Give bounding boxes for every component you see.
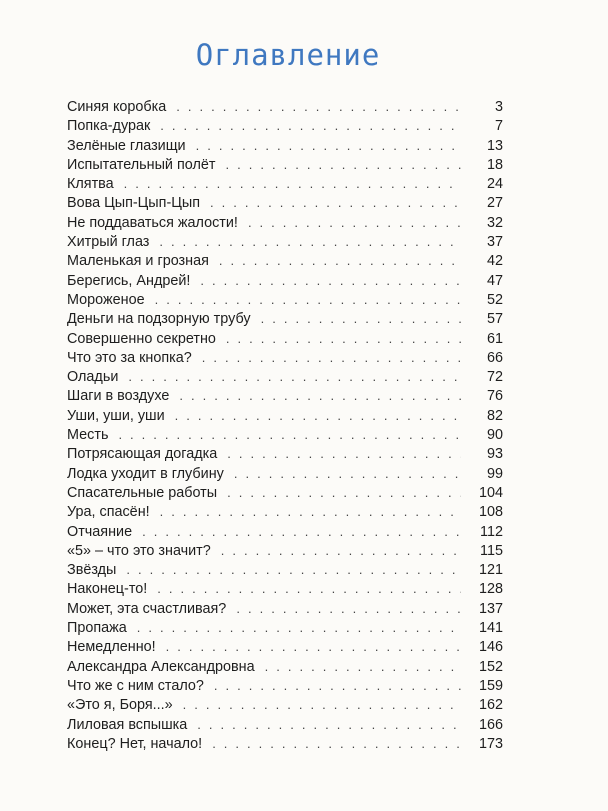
toc-entry [67, 136, 503, 155]
dot-leader [221, 155, 461, 174]
toc-entry-page-number: 18 [486, 156, 503, 173]
toc-entry-page-number: 66 [486, 349, 503, 366]
toc-entry-page-number: 42 [486, 253, 503, 270]
toc-entry-page-number: 137 [478, 600, 503, 617]
toc-entry-title: «5» – что это значит? [67, 542, 211, 559]
dot-leader [155, 232, 461, 251]
toc-entry [67, 541, 503, 560]
toc-entry-title: Может, эта счастливая? [67, 600, 227, 617]
toc-entry [67, 734, 503, 753]
toc-entry-page-number: 27 [486, 195, 503, 212]
toc-entry-title: Лиловая вспышка [67, 716, 188, 733]
toc-entry [67, 193, 503, 212]
dot-leader [122, 560, 461, 579]
toc-entry [67, 464, 503, 483]
dot-leader [244, 213, 461, 232]
toc-entry-title: Совершенно секретно [67, 330, 216, 347]
toc-entry-page-number: 152 [478, 658, 503, 675]
toc-entry [67, 657, 503, 676]
dot-leader [196, 271, 461, 290]
toc-entry-page-number: 61 [486, 330, 503, 347]
toc-entry [67, 116, 503, 135]
toc-entry-page-number: 121 [478, 562, 503, 579]
toc-entry-title: Зелёные глазищи [67, 137, 186, 154]
toc-entry-title: Лодка уходит в глубину [67, 465, 224, 482]
toc-entry-title: Попка-дурак [67, 118, 151, 135]
toc-entry-page-number: 162 [478, 697, 503, 714]
toc-entry-title: Отчаяние [67, 523, 133, 540]
toc-entry-page-number: 141 [478, 620, 503, 637]
toc-entry-page-number: 7 [494, 118, 503, 135]
toc-entry-title: Оладьи [67, 369, 119, 386]
toc-entry-page-number: 82 [486, 407, 503, 424]
toc-entry-title: Мороженое [67, 291, 145, 308]
toc-entry-page-number: 173 [478, 735, 503, 752]
dot-leader [261, 657, 461, 676]
toc-entry-title: Берегись, Андрей! [67, 272, 191, 289]
toc-entry-title: Не поддаваться жалости! [67, 214, 238, 231]
dot-leader [215, 251, 461, 270]
dot-leader [210, 676, 461, 695]
toc-entry-title: Хитрый глаз [67, 234, 150, 251]
toc-entry [67, 232, 503, 251]
toc-entry-title: Уши, уши, уши [67, 407, 165, 424]
dot-leader [120, 174, 461, 193]
toc-entry-title: Звёзды [67, 562, 117, 579]
toc-entry-title: Ура, спасён! [67, 504, 150, 521]
toc-entry-page-number: 146 [478, 639, 503, 656]
toc-entry [67, 271, 503, 290]
toc-entry-page-number: 47 [486, 272, 503, 289]
toc-entry [67, 695, 503, 714]
dot-leader [133, 618, 461, 637]
toc-entry [67, 444, 503, 463]
toc-entry-page-number: 90 [486, 427, 503, 444]
toc-entry [67, 522, 503, 541]
dot-leader [230, 464, 461, 483]
toc-entry [67, 560, 503, 579]
dot-leader [156, 116, 461, 135]
toc-entry-title: «Это я, Боря...» [67, 697, 173, 714]
dot-leader [156, 502, 461, 521]
dot-leader [198, 348, 461, 367]
dot-leader [257, 309, 461, 328]
toc-entry-title: Клятва [67, 176, 114, 193]
dot-leader [138, 522, 461, 541]
toc-entry-title: Александра Александровна [67, 658, 255, 675]
toc-entry-title: Что же с ним стало? [67, 677, 204, 694]
toc-entry [67, 155, 503, 174]
toc-entry-page-number: 93 [486, 446, 503, 463]
toc-entry [67, 174, 503, 193]
toc-entry-page-number: 24 [486, 176, 503, 193]
toc-entry [67, 637, 503, 656]
dot-leader [172, 97, 461, 116]
toc-entry-page-number: 108 [478, 504, 503, 521]
toc-entry-page-number: 32 [486, 214, 503, 231]
toc-entry-page-number: 37 [486, 234, 503, 251]
toc-entry [67, 425, 503, 444]
toc-entry-title: Вова Цып-Цып-Цып [67, 195, 201, 212]
toc-entry-title: Немедленно! [67, 639, 156, 656]
toc-entry-page-number: 104 [478, 484, 503, 501]
dot-leader [193, 715, 461, 734]
dot-leader [223, 483, 461, 502]
toc-entry [67, 483, 503, 502]
toc-entry-page-number: 159 [478, 677, 503, 694]
toc-entry [67, 599, 503, 618]
toc-entry-page-number: 72 [486, 369, 503, 386]
toc-entry [67, 579, 503, 598]
toc-entry [67, 97, 503, 116]
toc-entry [67, 329, 503, 348]
dot-leader [124, 367, 461, 386]
toc-entry-title: Конец? Нет, начало! [67, 735, 203, 752]
toc-entry [67, 367, 503, 386]
toc-entry-title: Что это за кнопка? [67, 349, 192, 366]
toc-entry [67, 348, 503, 367]
toc-entry-page-number: 112 [480, 523, 503, 540]
dot-leader [206, 193, 461, 212]
toc-entry-title: Месть [67, 427, 109, 444]
toc-entry-page-number: 128 [478, 581, 503, 598]
toc-entry-title: Шаги в воздухе [67, 388, 170, 405]
toc-entry-page-number: 3 [494, 99, 503, 115]
toc-entry-title: Спасательные работы [67, 484, 218, 501]
dot-leader [192, 136, 461, 155]
page-title: Оглавление [195, 38, 381, 72]
toc-entry-page-number: 76 [486, 388, 503, 405]
toc-entry [67, 290, 503, 309]
toc-entry-page-number: 13 [486, 137, 503, 154]
toc-entry-title: Синяя коробка [67, 99, 167, 115]
toc-entry [67, 715, 503, 734]
dot-leader [223, 444, 461, 463]
toc-entry [67, 618, 503, 637]
toc-entry [67, 676, 503, 695]
toc-entry-title: Потрясающая догадка [67, 446, 218, 463]
toc-entry [67, 309, 503, 328]
dot-leader [162, 637, 461, 656]
dot-leader [151, 290, 461, 309]
toc-entry-title: Маленькая и грозная [67, 253, 209, 270]
toc-entry-title: Наконец-то! [67, 581, 148, 598]
dot-leader [153, 579, 461, 598]
toc-entry [67, 251, 503, 270]
toc-entry-page-number: 57 [486, 311, 503, 328]
toc-entry-page-number: 99 [486, 465, 503, 482]
toc-entry [67, 406, 503, 425]
table-of-contents [67, 97, 503, 753]
toc-entry [67, 502, 503, 521]
dot-leader [114, 425, 461, 444]
toc-entry-title: Деньги на подзорную трубу [67, 311, 251, 328]
toc-entry-page-number: 115 [480, 542, 503, 559]
dot-leader [208, 734, 461, 753]
toc-entry-page-number: 166 [478, 716, 503, 733]
dot-leader [217, 541, 461, 560]
toc-entry [67, 386, 503, 405]
dot-leader [179, 695, 461, 714]
toc-entry-page-number: 52 [486, 291, 503, 308]
toc-entry [67, 213, 503, 232]
dot-leader [175, 386, 461, 405]
dot-leader [232, 599, 461, 618]
toc-entry-title: Испытательный полёт [67, 156, 216, 173]
toc-entry-title: Пропажа [67, 620, 127, 637]
dot-leader [171, 406, 461, 425]
dot-leader [222, 329, 461, 348]
